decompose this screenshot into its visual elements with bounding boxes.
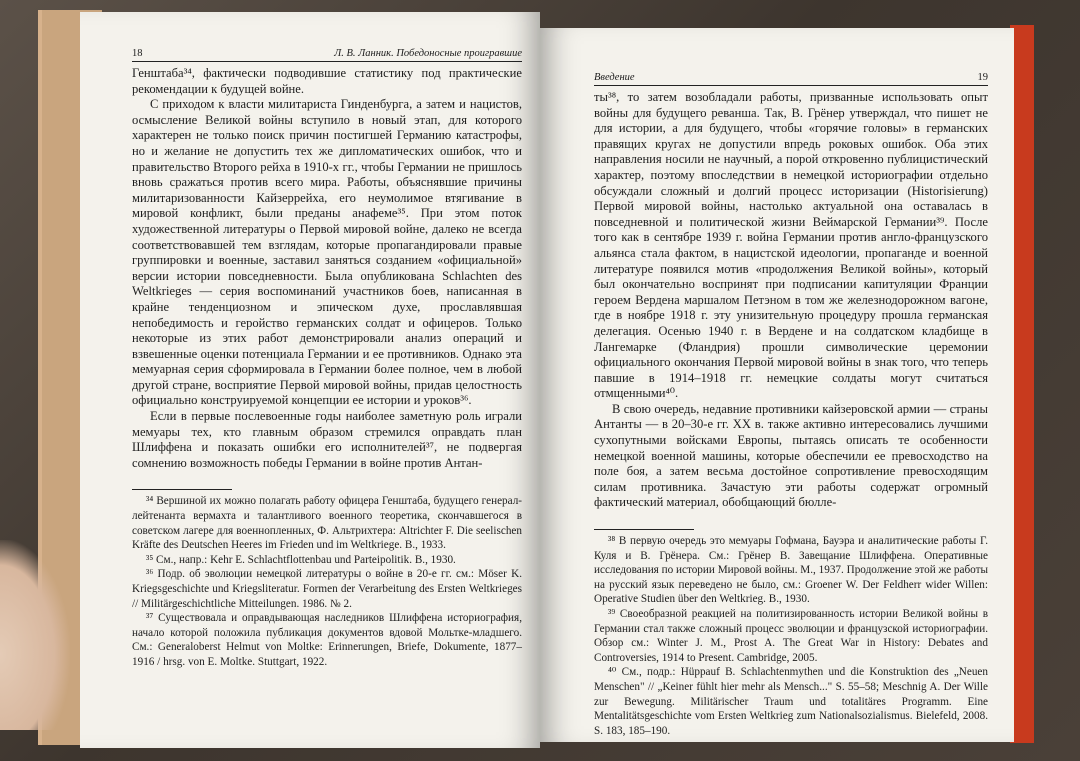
footnote: ⁴⁰ См., подр.: Hüppauf B. Schlachtenmythen und die Konstruktion des „Neuen Menschen" // „Keiner fühlt hier mehr als Mensch..." S. 55–58; Meschnig A. Der Wille zur Bewegung. Militärischer Traum und totalitäres Programm. Eine Mentalitätsgeschichte vom Ersten Weltkrieg zum Nationalsozialismus. Bielefeld, 2008. S. 183, 185–190. <box>594 666 988 737</box>
right-page-number: 19 <box>977 72 988 83</box>
left-running-head <box>132 48 522 62</box>
left-page <box>80 12 540 748</box>
thumb <box>0 540 70 730</box>
footnote: ³⁷ Существовала и оправдывающая наследников Шлиффена историография, начало которой положила публикация документов вдовой Мольтке-младшего. См.: Generaloberst Helmut von Moltke: Erinnerungen, Briefe, Dokumente, 1877–1916 / hrsg. von E. Moltke. Stuttgart, 1922. <box>132 612 522 668</box>
footnote-rule <box>594 529 694 530</box>
left-running-title: Л. В. Ланник. Победоносные проигравшие <box>334 48 522 59</box>
right-paragraph: В свою очередь, недавние противники кайзеровской армии — страны Антанты — в 20–30-е гг. XX в. также активно интересовались лучшими сухопутными войсками Европы, пытаясь описать те особенности немецкой военной машины, которые обеспечили ее превосходство на поле боя, а затем весьма достойное сопротивление превосходящим силам противника. Зачастую эти работы содержат огромный фактический материал, обобщающий бюлле- <box>594 401 988 510</box>
footnote: ³⁶ Подр. об эволюции немецкой литературы о войне в 20-е гг. см.: Möser K. Kriegsgeschichte und Kriegsliteratur. Formen der Verarbeitung des Ersten Weltkrieges // Militärgeschichtliche Mitteilungen. 1986. № 2. <box>132 568 522 610</box>
left-footnotes <box>132 494 522 669</box>
footnote: ³⁸ В первую очередь это мемуары Гофмана, Бауэра и аналитические работы Г. Куля и В. Грёнера. См.: Грёнер В. Завещание Шлиффена. Оперативные исследования по истории Мировой войны. М., 1937. Продолжение этой же работы на русский язык переведено не было, см.: Groener W. Der Feldherr wider Willen: Operative Studien über den Weltkrieg. B., 1930. <box>594 535 988 606</box>
left-paragraph: Если в первые послевоенные годы наиболее заметную роль играли мемуары тех, кто главным образом стремился оправдать план Шлиффена и показать ошибки его исполнителей³⁷, не подвергая сомнению возможность победы Германии в войне против Антан- <box>132 409 522 470</box>
footnote: ³⁹ Своеобразной реакцией на политизированность истории Великой войны в Германии стал также сложный процесс эволюции и французской историографии. Обзор см.: Winter J. M., Prost A. The Great War in History: Debates and Controversies, 1914 to Present. Cambridge, 2005. <box>594 608 988 664</box>
right-body-text <box>594 90 988 511</box>
left-paragraph: Генштаба³⁴, фактически подводившие статистику под практические рекомендации к будущей войне. <box>132 66 522 96</box>
footnote-rule <box>132 489 232 490</box>
footnote: ³⁴ Вершиной их можно полагать работу офицера Генштаба, будущего генерал-лейтенанта вермахта и талантливого военного теоретика, скончавшегося в советском лагере для военнопленных, Ф. Альтрихтера: Altrichter F. Die seelischen Kräfte des Deutschen Heeres im Frieden und im Weltkriege. B., 1933. <box>132 495 522 552</box>
right-paragraph: ты³⁸, то затем возобладали работы, призванные использовать опыт войны для будущего реванша. Так, В. Грёнер утверждал, что пишет не для истории, а для будущего, чтобы «горячие головы» в германских правящих кругах не допустили впредь роковых ошибок. Оба этих направления носили не научный, а порой откровенно публицистический характер, поэтому впоследствии в немецкой историографии отдельно обсуждали сложный и долгий процесс историзации (Historisierung) Первой мировой войны, настолько актуальной она оставалась в повседневной и политической жизни Веймарской Германии³⁹. После того как в сентябре 1939 г. война Германии против англо-французского альянса стала фактом, в нацистской идеологии, пропаганде и военной литературе появился мотив «продолжения Великой войны», который был окончательно воспринят при подписании капитуляции Франции героем Вердена маршалом Петэном в том же железнодорожном вагоне, где в ноябре 1918 г. эту унизительную процедуру прошла германская делегация. Осенью 1940 г. в Вердене и на солдатском кладбище в Лангемарке (Фландрия) прошли символические церемонии официального окончания Первой мировой войны в знак того, что теперь павшие в 1914–1918 гг. немецкие солдаты могут считаться отмщенными⁴⁰. <box>594 90 988 401</box>
left-page-number: 18 <box>132 48 143 59</box>
left-body-text <box>132 66 522 471</box>
right-footnotes <box>594 534 988 738</box>
footnote: ³⁵ См., напр.: Kehr E. Schlachtflottenbau und Parteipolitik. B., 1930. <box>146 553 456 566</box>
right-running-head <box>594 72 988 86</box>
left-paragraph: С приходом к власти милитариста Гинденбурга, а затем и нацистов, осмысление Великой войны вступило в новый этап, для которого характерен не только поиск причин постигшей Германию катастрофы, но и желание не допустить тех же дипломатических ошибок, что и правительство Второго рейха в 1910-х гг., чтобы Германии не пришлось вновь сражаться против всего мира. Работы, объяснявшие причины милитаризованности Кайзеррейха, его неумолимое втягивание в мировой конфликт, были преданы анафеме³⁵. При этом поток художественной литературы о Первой мировой войне, далеко не всегда соответствовавшей тем взглядам, которые пропагандировали правые группировки и военные, заставил заняться созданием «официальной» версии истории повседневности. Была опубликована Schlachten des Weltkrieges — серия воспоминаний участников боев, написанная в крайне тенденциозном и эпическом духе, прославлявшая непобедимость и геройство германских солдат и офицеров. Только некоторые из этих работ демонстрировали анализ операций и взвешенные оценки потенциала Германии и ее противников. Однако эта мемуарная серия сформировала в Германии более полное, чем в любой другой стране, восприятие Первой мировой войны, придав целостность официально конструируемой концепции ее истории и уроков³⁶. <box>132 97 522 408</box>
right-page <box>540 28 1014 742</box>
right-running-title: Введение <box>594 72 635 83</box>
